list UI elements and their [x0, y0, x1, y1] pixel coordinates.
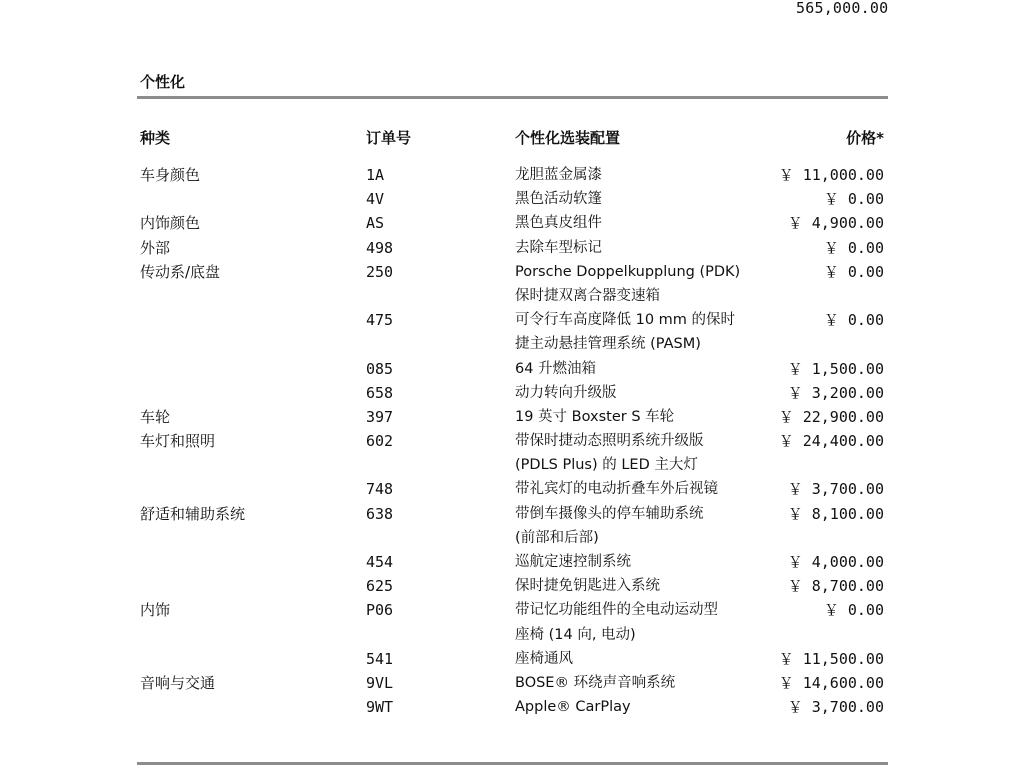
- row-price: ￥ 1,500.00: [787, 359, 884, 378]
- row-order-code: 625: [366, 577, 394, 596]
- row-option-line: 带保时捷动态照明系统升级版: [515, 433, 704, 450]
- row-category: 音响与交通: [140, 674, 216, 693]
- row-price: ￥ 24,400.00: [778, 432, 884, 451]
- row-price: ￥ 11,000.00: [778, 166, 884, 184]
- row-order-code: 602: [366, 432, 394, 451]
- table-row: [0, 187, 1024, 211]
- row-category: 传动系/底盘: [140, 262, 221, 281]
- row-option: [515, 477, 718, 501]
- header-option: 个性化选装配置: [515, 129, 621, 147]
- row-category: 车灯和照明: [140, 432, 216, 451]
- row-order-code: 658: [366, 383, 394, 402]
- row-option-line: 带礼宾灯的电动折叠车外后视镜: [515, 481, 718, 498]
- row-price: ￥ 3,200.00: [787, 383, 884, 402]
- row-order-code: 748: [366, 480, 394, 499]
- row-option: [515, 671, 675, 695]
- row-option: [515, 308, 735, 356]
- row-order-code: AS: [366, 214, 385, 233]
- row-price: ￥ 3,700.00: [787, 480, 884, 499]
- row-category: 舒适和辅助系统: [140, 504, 246, 523]
- row-option-line: (PDLS Plus) 的 LED 主大灯: [515, 457, 698, 474]
- table-row: [0, 236, 1024, 260]
- row-order-code: 541: [366, 649, 394, 668]
- row-option-line: Apple® CarPlay: [515, 699, 631, 716]
- row-category: 外部: [140, 238, 171, 257]
- header-category: 种类: [140, 129, 171, 147]
- row-order-code: 498: [366, 238, 394, 257]
- row-option-line: 黑色活动软篷: [515, 191, 602, 208]
- row-option: [515, 381, 617, 405]
- row-option-line: 19 英寸 Boxster S 车轮: [515, 408, 675, 425]
- row-category: 内饰: [140, 601, 171, 620]
- row-order-code: 9WT: [366, 698, 394, 717]
- row-order-code: 454: [366, 553, 394, 572]
- row-option-line: BOSE® 环绕声音响系统: [515, 675, 676, 692]
- row-option-line: 保时捷免钥匙进入系统: [515, 578, 660, 595]
- table-row: [0, 574, 1024, 598]
- table-row: [0, 381, 1024, 405]
- row-order-code: 085: [366, 359, 394, 378]
- row-category: 内饰颜色: [140, 214, 201, 233]
- row-option: [515, 357, 596, 381]
- row-option: [515, 163, 602, 187]
- row-price: ￥ 0.00: [823, 262, 884, 281]
- row-option: [515, 260, 740, 308]
- row-option-line: Porsche Doppelkupplung (PDK): [515, 263, 741, 280]
- row-option-line: 带记忆功能组件的全电动运动型: [515, 602, 718, 619]
- row-price: ￥ 0.00: [823, 601, 884, 620]
- row-category: 车轮: [140, 407, 171, 426]
- row-price: ￥ 11,500.00: [778, 649, 884, 668]
- row-option-line: 巡航定速控制系统: [515, 554, 631, 571]
- row-option-line: 带倒车摄像头的停车辅助系统: [515, 505, 704, 522]
- row-option-line: 去除车型标记: [515, 239, 602, 256]
- row-option: [515, 405, 674, 429]
- row-order-code: 9VL: [366, 674, 394, 693]
- row-option: [515, 502, 704, 550]
- table-row: [0, 357, 1024, 381]
- row-option-line: 龙胆蓝金属漆: [515, 167, 602, 183]
- row-option: [515, 695, 631, 719]
- row-order-code: 397: [366, 407, 394, 426]
- table-row: [0, 671, 1024, 695]
- row-price: ￥ 4,900.00: [787, 214, 884, 233]
- previous-total-price: 565,000.00: [796, 0, 889, 17]
- row-option-line: (前部和后部): [515, 529, 599, 546]
- section-title: 个性化: [140, 73, 186, 91]
- row-category: 车身颜色: [140, 166, 201, 184]
- row-option: [515, 211, 602, 235]
- row-option-line: 捷主动悬挂管理系统 (PASM): [515, 336, 701, 353]
- row-option: [515, 550, 631, 574]
- row-option-line: 64 升燃油箱: [515, 360, 597, 377]
- row-option: [515, 187, 602, 211]
- row-option: [515, 236, 602, 260]
- table-row: [0, 502, 1024, 550]
- header-order-code: 订单号: [366, 129, 412, 147]
- table-row: [0, 405, 1024, 429]
- header-price: 价格*: [846, 129, 884, 147]
- row-option: [515, 429, 704, 477]
- row-price: ￥ 4,000.00: [787, 553, 884, 572]
- row-order-code: 1A: [366, 166, 385, 184]
- table-row: [0, 163, 1024, 187]
- table-row: [0, 429, 1024, 477]
- row-option: [515, 574, 660, 598]
- row-price: ￥ 0.00: [823, 311, 884, 330]
- table-row: [0, 308, 1024, 356]
- row-order-code: 250: [366, 262, 394, 281]
- row-option: [515, 647, 573, 671]
- row-option: [515, 598, 718, 646]
- row-price: ￥ 3,700.00: [787, 698, 884, 717]
- table-row: [0, 260, 1024, 308]
- row-order-code: P06: [366, 601, 394, 620]
- row-price: ￥ 8,700.00: [787, 577, 884, 596]
- table-row: [0, 477, 1024, 501]
- row-option-line: 动力转向升级版: [515, 384, 617, 401]
- row-price: ￥ 14,600.00: [778, 674, 884, 693]
- row-option-line: 保时捷双离合器变速箱: [515, 287, 660, 304]
- row-option-line: 座椅 (14 向, 电动): [515, 626, 636, 643]
- row-price: ￥ 0.00: [823, 190, 884, 209]
- row-price: ￥ 8,100.00: [787, 504, 884, 523]
- table-row: [0, 695, 1024, 719]
- table-row: [0, 211, 1024, 235]
- row-order-code: 638: [366, 504, 394, 523]
- row-price: ￥ 22,900.00: [778, 407, 884, 426]
- row-order-code: 475: [366, 311, 394, 330]
- row-option-line: 可令行车高度降低 10 mm 的保时: [515, 312, 736, 329]
- table-row: [0, 550, 1024, 574]
- table-row: [0, 598, 1024, 646]
- table-row: [0, 647, 1024, 671]
- section-bottom-divider: [137, 762, 888, 765]
- row-price: ￥ 0.00: [823, 238, 884, 257]
- row-option-line: 座椅通风: [515, 650, 573, 667]
- row-option-line: 黑色真皮组件: [515, 215, 602, 232]
- row-order-code: 4V: [366, 190, 385, 209]
- options-table: [0, 163, 1024, 719]
- section-top-divider: [137, 96, 888, 99]
